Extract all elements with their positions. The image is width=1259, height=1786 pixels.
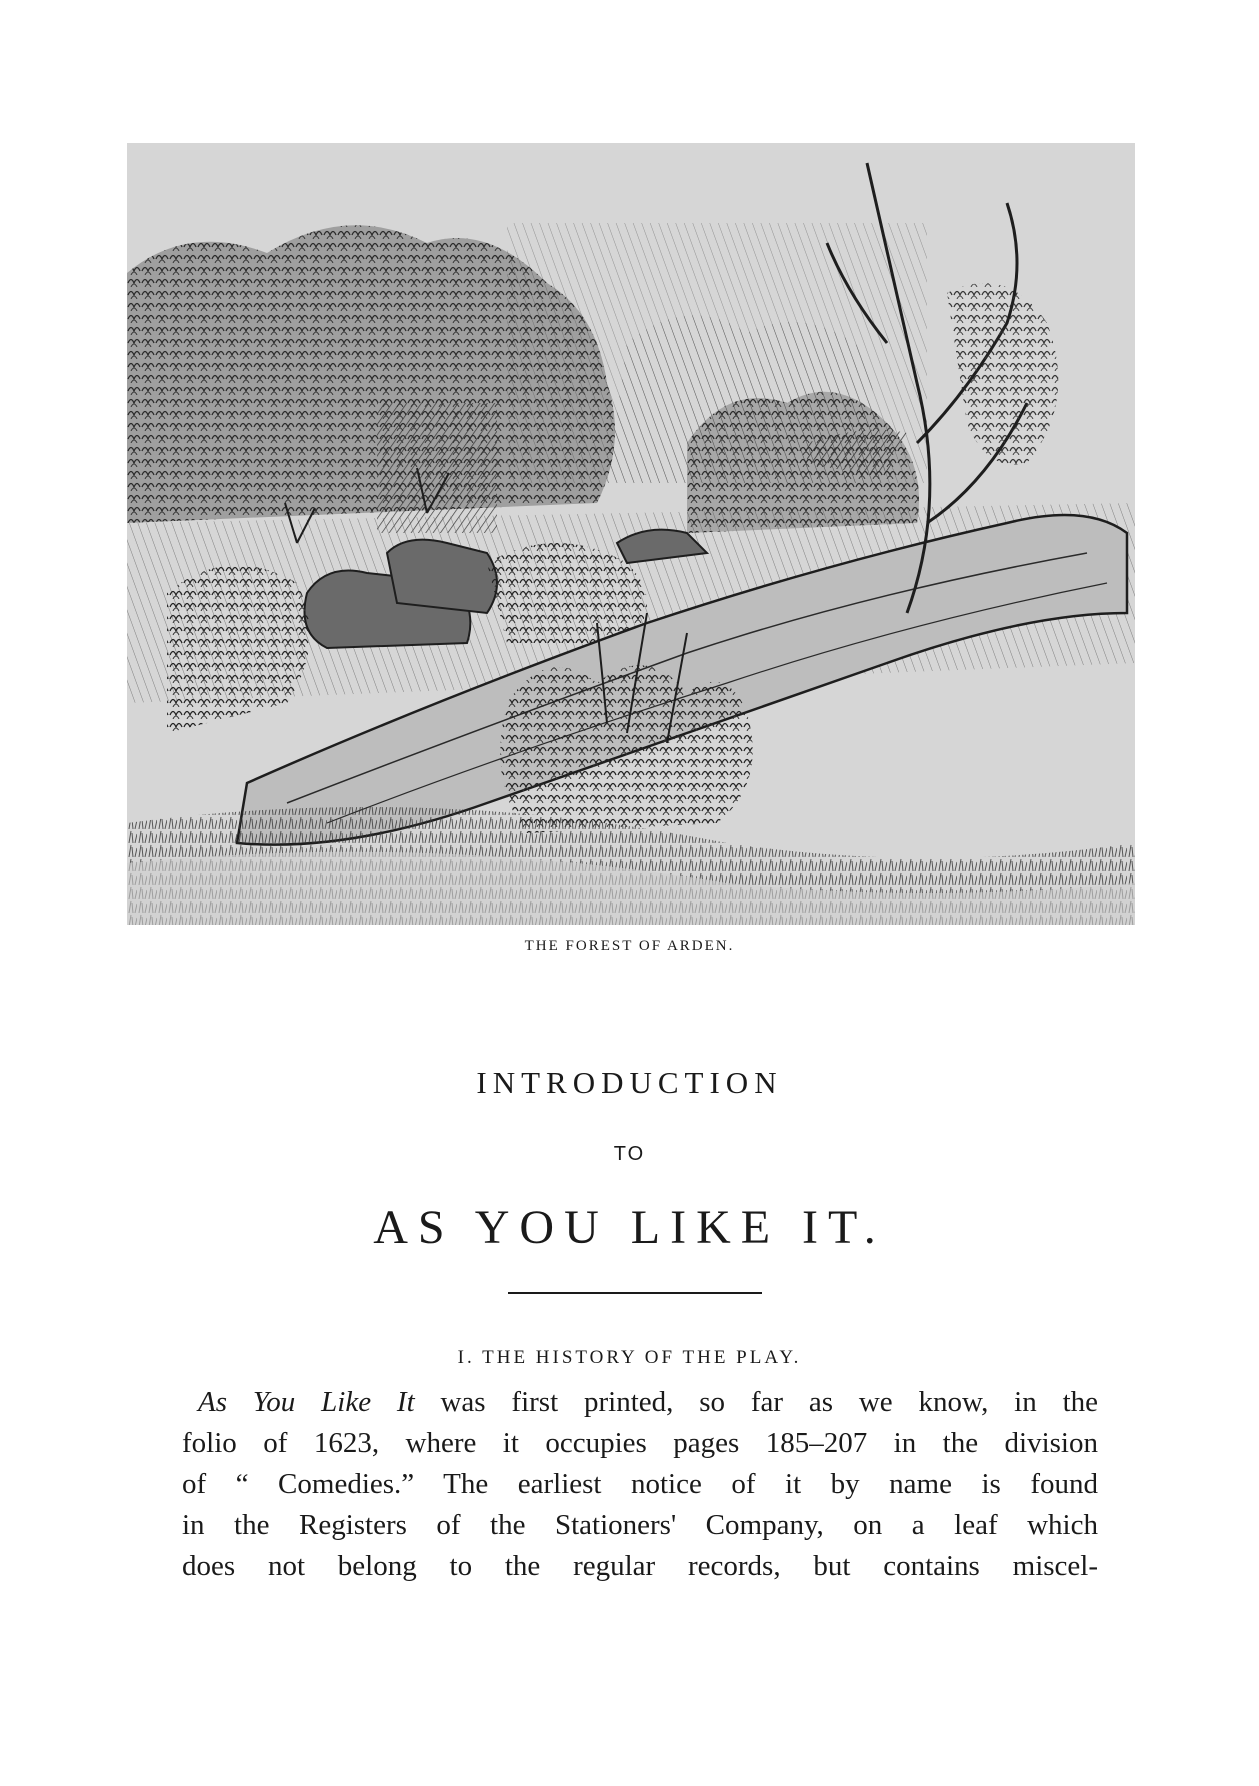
line-text: does not belong to the regular records, but contains miscel- <box>182 1550 1098 1582</box>
body-paragraph <box>182 1382 1098 1587</box>
text-line <box>182 1464 1098 1505</box>
text-line <box>182 1546 1098 1587</box>
illustration-caption: THE FOREST OF ARDEN. <box>524 938 735 954</box>
text-line <box>182 1382 1098 1423</box>
section-divider <box>508 1292 762 1294</box>
heading-to: TO <box>613 1143 646 1165</box>
forest-of-arden-engraving <box>127 143 1135 925</box>
play-title: AS YOU LIKE IT. <box>373 1201 886 1254</box>
text-line <box>182 1423 1098 1464</box>
line-text: in the Registers of the Stationers' Company, on a leaf which <box>182 1509 1098 1541</box>
engraving-artwork <box>127 143 1135 925</box>
introduction-heading: INTRODUCTION <box>476 1065 783 1100</box>
italic-play-title: As You Like It <box>198 1386 415 1418</box>
section-title: I. THE HISTORY OF THE PLAY. <box>457 1347 802 1368</box>
line-text: folio of 1623, where it occupies pages 185–207 in the division <box>182 1427 1098 1459</box>
line-text: of “ Comedies.” The earliest notice of it by name is found <box>182 1468 1098 1500</box>
text-line <box>182 1505 1098 1546</box>
line-text: was first printed, so far as we know, in the <box>414 1386 1099 1418</box>
